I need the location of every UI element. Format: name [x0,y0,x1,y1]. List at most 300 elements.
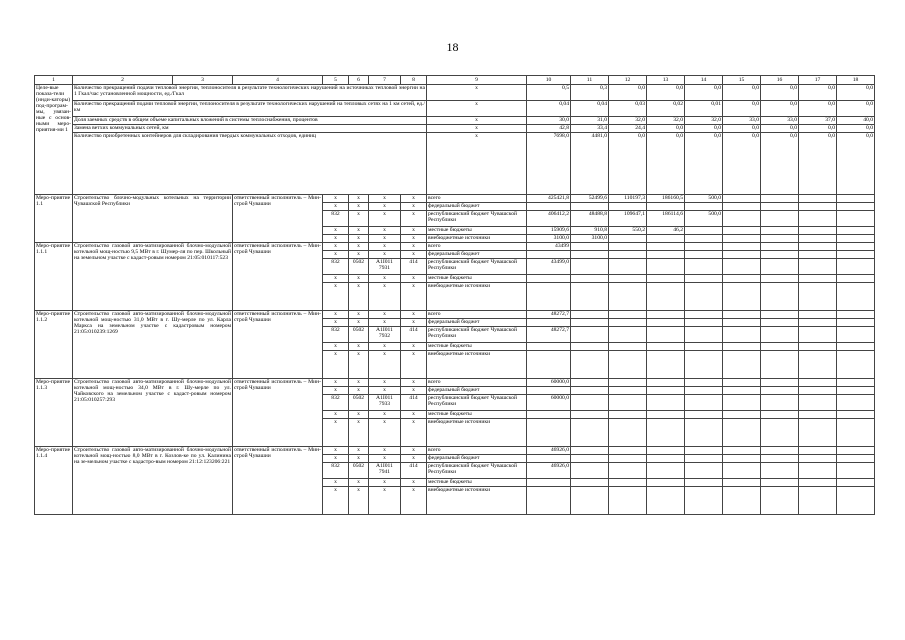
funding-value [647,259,685,275]
funding-value [685,251,723,259]
funding-source: внебюджетные источники [427,487,527,515]
funding-value [647,487,685,515]
funding-value [723,455,761,463]
funding-value [647,463,685,479]
indicator-value: 0,02 [647,101,685,117]
indicator-name: Доля заемных средств в общем объеме капитальных вложений в системы теплоснабжения, процентов [73,117,427,125]
funding-value [761,479,799,487]
code-expense-group: x [401,447,427,455]
funding-value [685,487,723,515]
funding-value: 46926,0 [527,463,571,479]
indicator-value: 0,0 [723,133,761,195]
code-expense-group: x [401,243,427,251]
funding-value [685,351,723,379]
funding-value: 43499,0 [527,259,571,275]
funding-value: 48488,8 [571,211,609,227]
funding-value [647,419,685,447]
funding-value [761,203,799,211]
column-number: 3 [173,76,233,85]
funding-value [799,283,837,311]
code-grbs: x [323,275,349,283]
code-section: 0502 [349,327,369,343]
indicator-value: 0,03 [609,101,647,117]
column-number: 9 [427,76,527,85]
code-section: x [349,283,369,311]
indicator-value: 24,4 [609,125,647,133]
code-expense-group: x [401,235,427,243]
funding-value [837,319,875,327]
funding-value [723,235,761,243]
funding-value [799,319,837,327]
indicator-value: 0,0 [761,101,799,117]
funding-value [609,455,647,463]
indicator-x-mark: x [427,125,527,133]
indicator-value: 0,0 [609,85,647,101]
funding-value [723,351,761,379]
funding-value [761,447,799,455]
funding-value [647,395,685,411]
funding-value [609,251,647,259]
event-row [35,311,875,319]
funding-value: 3100,0 [571,235,609,243]
funding-source: всего [427,311,527,319]
code-section: x [349,411,369,419]
funding-source: республиканский бюджет Чувашской Республики [427,327,527,343]
funding-value [571,351,609,379]
funding-value [647,411,685,419]
code-expense-group: x [401,411,427,419]
code-target-article: x [369,195,401,203]
code-target-article: x [369,203,401,211]
funding-value: 60000,0 [527,379,571,387]
funding-value [571,487,609,515]
indicator-value: 0,0 [761,85,799,101]
funding-value [571,275,609,283]
funding-source: внебюджетные источники [427,419,527,447]
code-target-article: x [369,351,401,379]
code-target-article: x [369,479,401,487]
code-grbs: x [323,411,349,419]
funding-value [685,243,723,251]
funding-value: 550,2 [609,227,647,235]
funding-value [761,311,799,319]
indicator-value: 40,0 [837,117,875,125]
indicator-value: 42,8 [527,125,571,133]
funding-value [571,411,609,419]
funding-value [799,387,837,395]
funding-value [761,411,799,419]
funding-value [647,379,685,387]
funding-value [647,479,685,487]
funding-value [527,275,571,283]
funding-value [799,411,837,419]
indicator-value: 0,0 [685,85,723,101]
funding-value [723,327,761,343]
funding-value [527,319,571,327]
code-expense-group: 414 [401,463,427,479]
funding-value: 910,8 [571,227,609,235]
event-name: Строительство газовой авто-матизированной блочно-модульной котельной мощ-ностью 34,0 МВт в г. Шу-мерле по ул. Чайковского на земельном участке с кадаст-ровым номером 21:05:010257:293 [73,379,233,447]
code-section: x [349,275,369,283]
funding-source: местные бюджеты [427,275,527,283]
code-grbs: x [323,351,349,379]
funding-source: местные бюджеты [427,479,527,487]
funding-value [609,351,647,379]
funding-value [799,395,837,411]
funding-value [685,419,723,447]
funding-value [685,455,723,463]
indicator-row [35,101,875,117]
funding-value [799,447,837,455]
funding-value [647,387,685,395]
funding-value [799,311,837,319]
funding-value [837,311,875,319]
funding-value [723,251,761,259]
code-section: x [349,343,369,351]
indicator-value: 0,0 [837,125,875,133]
indicator-value: 0,0 [799,85,837,101]
funding-value [761,283,799,311]
indicator-value: 0,0 [837,133,875,195]
event-name: Строительство газовой авто-матизированной блочно-модульной котельной мощ-ностью 31,0 МВт в г. Шу-мерле по ул. Карла Маркса на земельном участке с кадастровым номером 21:05:010239:1269 [73,311,233,379]
funding-value [527,283,571,311]
indicator-name: Количество прекращений подачи тепловой энергии, теплоносителя в результате технологических нарушений на источниках тепловой энергии на 1 Гкал/час установленной мощности, ед./Гкал [73,85,427,101]
funding-source: местные бюджеты [427,227,527,235]
funding-value [571,479,609,487]
indicator-x-mark: x [427,117,527,125]
funding-value [685,395,723,411]
code-expense-group: x [401,319,427,327]
funding-value [527,479,571,487]
indicator-value: 30,0 [527,117,571,125]
code-grbs: x [323,447,349,455]
code-section: x [349,211,369,227]
funding-value [647,243,685,251]
indicator-value: 0,0 [647,133,685,195]
code-grbs: x [323,235,349,243]
funding-value [761,275,799,283]
funding-source: федеральный бюджет [427,319,527,327]
funding-source: всего [427,447,527,455]
indicator-value: 32,0 [685,117,723,125]
funding-value: 425421,8 [527,195,571,203]
funding-value [609,463,647,479]
event-label: Меро-приятие 1.1.1 [35,243,73,311]
code-target-article: x [369,227,401,235]
funding-value: 3100,0 [527,235,571,243]
funding-value [837,351,875,379]
funding-value [609,275,647,283]
funding-value [799,487,837,515]
funding-value [571,463,609,479]
column-number: 10 [527,76,571,85]
indicator-value: 0,0 [837,85,875,101]
indicator-value: 0,0 [799,101,837,117]
funding-value [761,487,799,515]
code-section: 0502 [349,463,369,479]
funding-value [723,419,761,447]
funding-value [723,211,761,227]
code-expense-group: 414 [401,395,427,411]
funding-value [685,283,723,311]
funding-value [527,343,571,351]
indicator-value: 33,0 [761,117,799,125]
funding-value [527,411,571,419]
funding-source: республиканский бюджет Чувашской Республики [427,259,527,275]
event-label: Меро-приятие 1.1.2 [35,311,73,379]
funding-value: 186114,6 [647,211,685,227]
funding-value [571,419,609,447]
funding-value [571,319,609,327]
funding-value [685,343,723,351]
funding-source: всего [427,379,527,387]
code-target-article: x [369,411,401,419]
funding-value [647,275,685,283]
indicator-value: 0,04 [571,101,609,117]
funding-value [761,235,799,243]
funding-value [723,243,761,251]
code-section: x [349,447,369,455]
code-section: x [349,243,369,251]
funding-value [723,479,761,487]
funding-source: местные бюджеты [427,343,527,351]
funding-value [761,395,799,411]
funding-value [723,203,761,211]
funding-value [527,419,571,447]
code-expense-group: 414 [401,327,427,343]
funding-value [723,311,761,319]
event-name: Строительство блочно-модульных котельных на территории Чувашской Республики [73,195,233,243]
funding-value [837,419,875,447]
funding-value [799,251,837,259]
funding-value [609,387,647,395]
code-target-article: x [369,387,401,395]
funding-source: федеральный бюджет [427,455,527,463]
code-section: x [349,195,369,203]
funding-value [837,447,875,455]
code-section: x [349,203,369,211]
code-section: x [349,319,369,327]
funding-value [761,259,799,275]
funding-value [571,259,609,275]
code-target-article: x [369,251,401,259]
funding-value [761,343,799,351]
funding-source: всего [427,243,527,251]
funding-value [837,479,875,487]
funding-value [761,327,799,343]
code-expense-group: x [401,275,427,283]
indicator-value: 0,0 [723,125,761,133]
funding-value [837,455,875,463]
code-section: x [349,479,369,487]
funding-value: 48272,7 [527,327,571,343]
code-target-article: x [369,311,401,319]
funding-value [609,411,647,419]
funding-value [685,479,723,487]
funding-value [609,243,647,251]
code-grbs: 832 [323,327,349,343]
indicator-value: 0,3 [571,85,609,101]
funding-value: 109647,1 [609,211,647,227]
funding-value: 15909,6 [527,227,571,235]
funding-value [685,379,723,387]
funding-value [799,275,837,283]
event-row [35,195,875,203]
indicator-value: 0,04 [527,101,571,117]
page-number: 18 [446,40,459,54]
funding-value [571,387,609,395]
event-label: Меро-приятие 1.1.3 [35,379,73,447]
indicator-value: 31,0 [571,117,609,125]
funding-value [723,195,761,203]
funding-source: всего [427,195,527,203]
code-expense-group: x [401,227,427,235]
column-number-row [35,76,875,85]
funding-source: федеральный бюджет [427,387,527,395]
funding-value [571,311,609,319]
funding-value [571,243,609,251]
funding-value [837,343,875,351]
code-target-article: x [369,283,401,311]
funding-value: 48272,7 [527,311,571,319]
funding-value [761,351,799,379]
funding-value [837,379,875,387]
funding-value [837,487,875,515]
code-target-article: A1I011 7941 [369,463,401,479]
column-number: 2 [73,76,173,85]
column-number: 4 [233,76,323,85]
funding-value [799,211,837,227]
event-executor: ответственный исполнитель – Мин-строй Чувашии [233,311,323,379]
code-section: x [349,387,369,395]
indicator-row [35,125,875,133]
event-label: Меро-приятие 1.1 [35,195,73,243]
funding-value [761,211,799,227]
funding-source: местные бюджеты [427,411,527,419]
column-number: 14 [685,76,723,85]
column-number: 1 [35,76,73,85]
code-expense-group: x [401,343,427,351]
funding-value [799,243,837,251]
event-row [35,243,875,251]
funding-value [685,447,723,455]
event-executor: ответственный исполнитель – Мин-строй Чувашии [233,379,323,447]
funding-value [527,487,571,515]
funding-value [647,447,685,455]
funding-value [685,327,723,343]
funding-value [837,227,875,235]
indicator-name: Количество прекращений подачи тепловой энергии, теплоносителя в результате технологических нарушений на тепловых сетях на 1 км сетей, ед./км [73,101,427,117]
funding-value: 500,0 [685,211,723,227]
code-target-article: A1I011 7933 [369,395,401,411]
funding-value [799,379,837,387]
funding-value: 52499,6 [571,195,609,203]
code-section: 0502 [349,395,369,411]
funding-value [837,463,875,479]
code-expense-group: x [401,311,427,319]
indicator-value: 33,4 [571,125,609,133]
indicator-value: 0,5 [527,85,571,101]
code-section: x [349,311,369,319]
indicator-value: 0,0 [609,133,647,195]
code-grbs: x [323,379,349,387]
funding-value [761,419,799,447]
program-table [34,75,875,515]
code-target-article: x [369,275,401,283]
code-expense-group: x [401,479,427,487]
funding-value [609,203,647,211]
funding-value [837,259,875,275]
code-section: x [349,227,369,235]
indicator-value: 0,0 [799,133,837,195]
funding-source: республиканский бюджет Чувашской Республики [427,211,527,227]
column-number: 18 [837,76,875,85]
code-section: 0502 [349,259,369,275]
funding-value [609,259,647,275]
indicator-row [35,117,875,125]
code-target-article: A1I011 7931 [369,259,401,275]
funding-value [723,487,761,515]
code-expense-group: x [401,203,427,211]
funding-value [685,227,723,235]
indicator-value: 0,0 [685,133,723,195]
column-number: 15 [723,76,761,85]
funding-value [761,463,799,479]
funding-value [527,203,571,211]
column-number: 13 [647,76,685,85]
funding-value [837,195,875,203]
funding-value [571,343,609,351]
event-label: Меро-приятие 1.1.4 [35,447,73,515]
code-target-article: A1I011 7932 [369,327,401,343]
code-grbs: x [323,487,349,515]
funding-value [799,203,837,211]
code-target-article: x [369,211,401,227]
funding-value [761,387,799,395]
indicator-x-mark: x [427,101,527,117]
funding-value [723,283,761,311]
code-target-article: x [369,379,401,387]
indicator-value: 37,0 [799,117,837,125]
funding-value [837,235,875,243]
code-grbs: 832 [323,395,349,411]
funding-value [837,395,875,411]
funding-value [799,195,837,203]
code-section: x [349,455,369,463]
funding-value: 43499 [527,243,571,251]
funding-value [799,259,837,275]
code-target-article: x [369,455,401,463]
code-section: x [349,487,369,515]
funding-value [685,259,723,275]
funding-value [723,411,761,419]
code-expense-group: x [401,387,427,395]
indicator-value: 32,0 [609,117,647,125]
indicator-x-mark: x [427,133,527,195]
indicator-name: Замена ветхих коммунальных сетей, км [73,125,427,133]
code-grbs: x [323,195,349,203]
funding-value: 46926,0 [527,447,571,455]
indicator-value: 0,0 [799,125,837,133]
funding-value [609,311,647,319]
column-number: 16 [761,76,799,85]
funding-value: 186160,5 [647,195,685,203]
funding-value [571,395,609,411]
funding-value [609,235,647,243]
funding-value [571,447,609,455]
code-section: x [349,351,369,379]
funding-value [837,327,875,343]
